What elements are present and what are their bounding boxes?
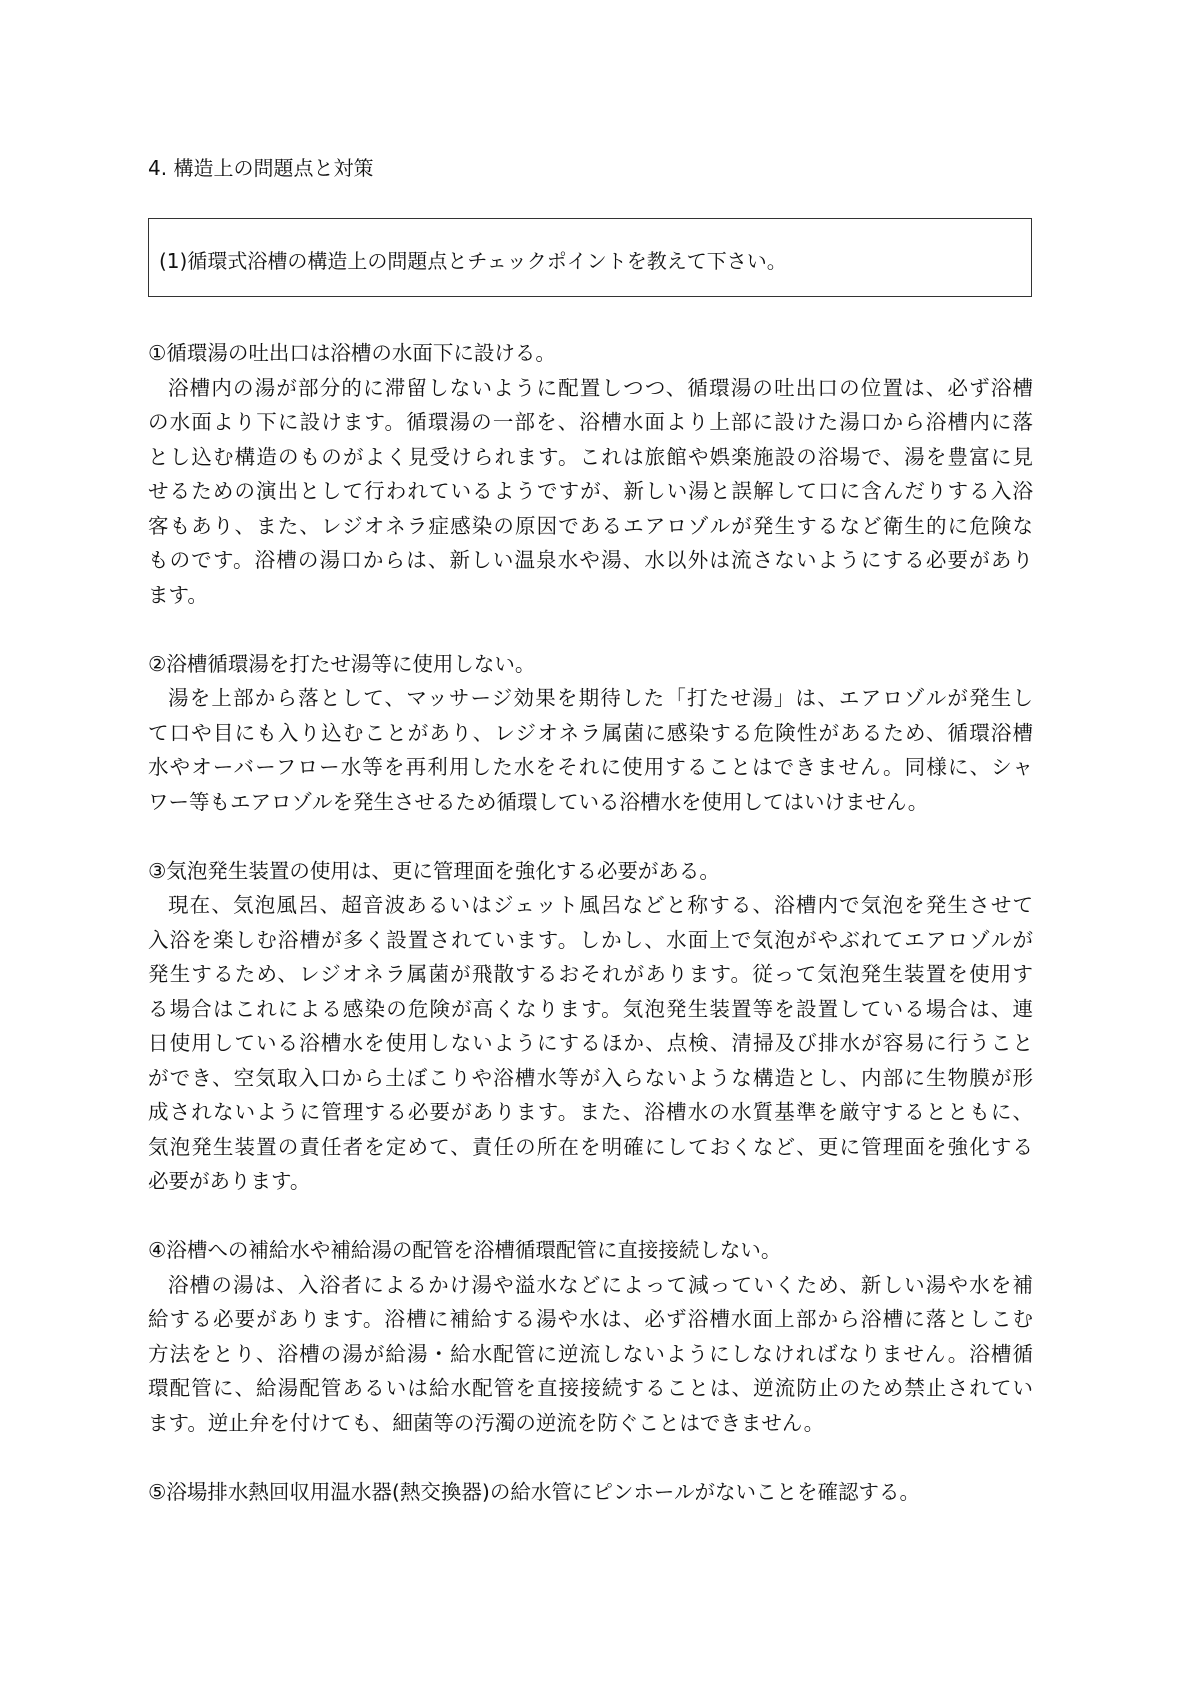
paragraph-line: る場合はこれによる感染の危険が高くなります。気泡発生装置等を設置している場合は、連	[148, 996, 1033, 1021]
paragraph-line: ます。	[148, 582, 208, 607]
paragraph-line: 環配管に、給湯配管あるいは給水配管を直接接続することは、逆流防止のため禁止されてい	[148, 1376, 1033, 1400]
section-title: ④浴槽への補給水や補給湯の配管を浴槽循環配管に直接接続しない。	[148, 1238, 782, 1262]
section-5	[148, 1475, 1033, 1510]
paragraph-line: 方法をとり、浴槽の湯が給湯・給水配管に逆流しないようにしなければなりません。浴槽循	[148, 1341, 1033, 1366]
section-1	[148, 336, 1033, 612]
paragraph-line: 湯を上部から落として、マッサージ効果を期待した「打たせ湯」は、エアロゾルが発生し	[168, 686, 1033, 710]
paragraph-line: ものです。浴槽の湯口からは、新しい温泉水や湯、水以外は流さないようにする必要があり	[148, 548, 1033, 572]
paragraph-line: 浴槽内の湯が部分的に滞留しないように配置しつつ、循環湯の吐出口の位置は、必ず浴槽	[168, 375, 1033, 400]
section-4	[148, 1233, 1033, 1440]
paragraph-line: て口や目にも入り込むことがあり、レジオネラ属菌に感染する危険性があるため、循環浴槽	[148, 720, 1033, 745]
question-text: (1)循環式浴槽の構造上の問題点とチェックポイントを教えて下さい。	[159, 249, 787, 273]
section-3	[148, 854, 1033, 1199]
paragraph-line: 客もあり、また、レジオネラ症感染の原因であるエアロゾルが発生するなど衛生的に危険な	[148, 513, 1033, 538]
paragraph-line: ワー等もエアロゾルを発生させるため循環している浴槽水を使用してはいけません。	[148, 789, 929, 814]
paragraph-line: とし込む構造のものがよく見受けられます。これは旅館や娯楽施設の浴場で、湯を豊富に見	[148, 444, 1033, 469]
section-title: ⑤浴場排水熱回収用温水器(熱交換器)の給水管にピンホールがないことを確認する。	[148, 1479, 920, 1504]
paragraph-line: 必要があります。	[148, 1169, 311, 1193]
section-title: ③気泡発生装置の使用は、更に管理面を強化する必要がある。	[148, 858, 720, 883]
paragraph-line: ます。逆止弁を付けても、細菌等の汚濁の逆流を防ぐことはできません。	[148, 1410, 825, 1435]
section-title: ②浴槽循環湯を打たせ湯等に使用しない。	[148, 651, 536, 676]
question-box	[148, 218, 1032, 297]
paragraph-line: せるための演出として行われているようですが、新しい湯と誤解して口に含んだりする入浴	[148, 479, 1033, 503]
section-heading: 4. 構造上の問題点と対策	[148, 156, 374, 180]
paragraph-line: の水面より下に設けます。循環湯の一部を、浴槽水面より上部に設けた湯口から浴槽内に落	[148, 410, 1033, 434]
paragraph-line: 現在、気泡風呂、超音波あるいはジェット風呂などと称する、浴槽内で気泡を発生させて	[168, 893, 1033, 917]
paragraph-line: 気泡発生装置の責任者を定めて、責任の所在を明確にしておくなど、更に管理面を強化する	[148, 1134, 1033, 1159]
paragraph-line: 入浴を楽しむ浴槽が多く設置されています。しかし、水面上で気泡がやぶれてエアロゾルが	[148, 927, 1033, 952]
section-2	[148, 647, 1033, 820]
paragraph-line: 成されないように管理する必要があります。また、浴槽水の水質基準を厳守するとともに、	[148, 1100, 1033, 1124]
section-title: ①循環湯の吐出口は浴槽の水面下に設ける。	[148, 341, 556, 365]
paragraph-line: ができ、空気取入口から土ぼこりや浴槽水等が入らないような構造とし、内部に生物膜が形	[148, 1065, 1033, 1090]
paragraph-line: 日使用している浴槽水を使用しないようにするほか、点検、清掃及び排水が容易に行うこと	[148, 1031, 1033, 1055]
paragraph-line: 発生するため、レジオネラ属菌が飛散するおそれがあります。従って気泡発生装置を使用す	[148, 962, 1033, 986]
document-body	[148, 336, 1033, 1544]
paragraph-line: 水やオーバーフロー水等を再利用した水をそれに使用することはできません。同様に、シャ	[148, 755, 1033, 779]
paragraph-line: 浴槽の湯は、入浴者によるかけ湯や溢水などによって減っていくため、新しい湯や水を補	[168, 1272, 1033, 1297]
paragraph-line: 給する必要があります。浴槽に補給する湯や水は、必ず浴槽水面上部から浴槽に落としこむ	[148, 1307, 1033, 1331]
